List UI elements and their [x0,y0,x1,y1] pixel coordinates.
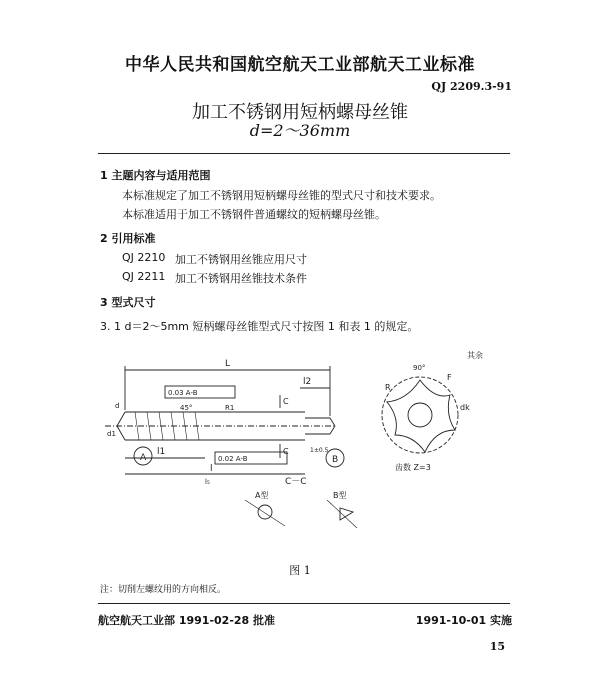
section-3-1-paragraph: 3. 1 d＝2～5mm 短柄螺母丝锥型式尺寸按图 1 和表 1 的规定。 [100,320,419,333]
label-R: R [385,383,391,392]
label-section-cc: C－C [285,477,307,487]
label-angle: 45° [180,404,193,412]
label-d: d [115,402,120,410]
reference-1-code: QJ 2210 [122,251,166,264]
standard-code: QJ 2209.3-91 [431,80,512,93]
label-type-a: A型 [255,491,269,500]
label-lz: l₅ [205,478,210,486]
label-l2: l2 [303,377,312,387]
section-1-heading: 1 主题内容与适用范围 [100,169,211,182]
label-c-bottom: C [283,447,289,456]
label-l1: l1 [157,447,166,457]
reference-1-text: 加工不锈钢用丝锥应用尺寸 [175,253,307,266]
label-dk: dk [460,403,470,412]
section-1-paragraph-2: 本标准适用于加工不锈钢件普通螺纹的短柄螺母丝锥。 [122,208,386,221]
page-number: 15 [489,640,505,653]
section-2-heading: 2 引用标准 [100,232,156,245]
figure-1-drawing [95,340,525,560]
shank-end-bottom [330,426,335,434]
label-datum-b: B [332,455,339,465]
label-sd: 1±0.5 [310,447,329,454]
section-3-heading: 3 型式尺寸 [100,296,156,309]
label-l: l [210,464,213,474]
label-flutes: 齿数 Z=3 [395,463,431,472]
figure-caption: 图 1 [289,564,311,577]
label-type-b: B型 [333,491,347,500]
document-subtitle: d=2～36mm [249,121,351,140]
standard-header-title: 中华人民共和国航空航天工业部航天工业标准 [125,55,475,75]
effective-date: 1991-10-01 实施 [415,614,512,627]
type-a-section [258,505,272,519]
reference-2-code: QJ 2211 [122,270,166,283]
tap-tip-bottom [117,426,125,440]
section-1-paragraph-1: 本标准规定了加工不锈钢用短柄螺母丝锥的型式尺寸和技术要求。 [122,189,441,202]
label-F: F [447,373,452,382]
top-divider [98,153,510,154]
tap-tip-top [117,412,125,426]
thread-hatching [135,412,199,440]
reference-2-text: 加工不锈钢用丝锥技术条件 [175,272,307,285]
end-view-core [408,403,432,427]
approval-line: 航空航天工业部 1991-02-28 批准 [98,614,276,627]
document-title: 加工不锈钢用短柄螺母丝锥 [192,102,408,123]
label-c-top: C [283,397,289,406]
bottom-divider [98,603,510,604]
label-datum-a: A [140,453,147,463]
label-rest: 其余 [467,351,483,360]
label-r1: R1 [225,404,235,412]
figure-note: 注：切削左螺纹用的方向相反。 [100,585,227,595]
label-L: L [225,359,231,369]
shank-end-top [330,418,335,426]
label-tol2: 0.02 A-B [218,455,248,463]
end-view-outer [382,377,458,453]
label-tol1: 0.03 A-B [168,389,198,397]
label-d1: d1 [107,430,116,438]
end-view-lands [387,380,455,452]
label-angle90: 90° [413,364,426,372]
